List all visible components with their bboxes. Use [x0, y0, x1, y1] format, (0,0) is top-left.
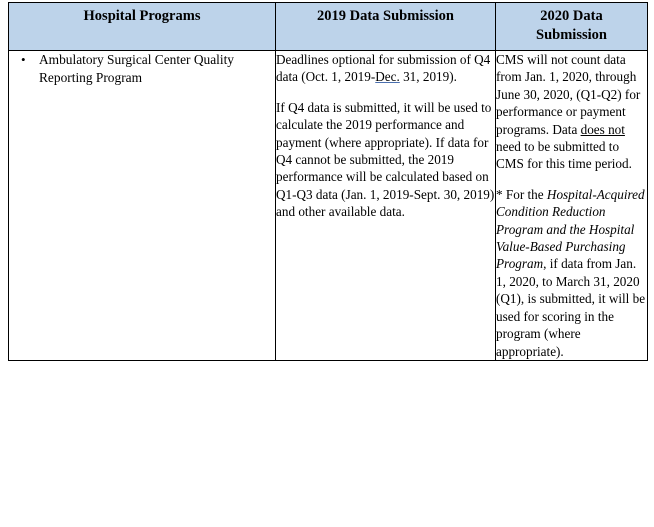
col3-underlined-text: does not — [580, 121, 625, 137]
hospital-programs-table — [8, 2, 648, 361]
col2-text: 31, 2019). — [399, 69, 457, 85]
list-item — [21, 51, 275, 86]
col3-paragraphs — [496, 51, 647, 360]
program-name: Ambulatory Surgical Center Quality Reporting Program — [39, 52, 234, 85]
col3-paragraph — [496, 51, 647, 173]
bullet-icon: • — [21, 52, 26, 67]
cell-hospital-programs — [9, 51, 276, 361]
col3-text: need to be submitted to CMS for this time period. — [496, 139, 632, 172]
cell-2019-data-submission — [276, 51, 496, 361]
col2-text: Deadlines optional for submission of Q4 data (Oct. 1, 2019- — [276, 52, 491, 85]
column-header-2019-data-submission: 2019 Data Submission — [276, 3, 496, 51]
col2-paragraph — [276, 51, 495, 86]
program-list — [9, 51, 275, 86]
column-header-2020-data-submission — [496, 3, 648, 51]
col3-text: , if data from Jan. 1, 2020, to March 31, 2020 (Q1), is submitted, it will be used for scoring in the program (where appropriate). — [496, 256, 646, 359]
col2-text: If Q4 data is submitted, it will be used to calculate the 2019 performance and payment (where appropriate). If data for Q4 cannot be submitted, the 2019 performance will be calculated based on Q1-Q3 data (Jan. 1, 2019-Sept. 30, 2019) and other available data. — [276, 99, 495, 220]
col3-paragraph — [496, 186, 647, 360]
col3-text: CMS will not count data from Jan. 1, 2020, through June 30, 2020, (Q1-Q2) for performance or payment programs. Data — [496, 52, 641, 137]
col2-grammar-marked-text: Dec. — [375, 69, 400, 85]
column-header-hospital-programs: Hospital Programs — [9, 3, 276, 51]
col2-paragraph — [276, 99, 495, 221]
col3-text: * For the — [496, 186, 547, 202]
column-header-2020-line2: Submission — [536, 27, 607, 43]
column-header-2020-line1: 2020 Data — [540, 8, 603, 24]
col3-italic-text: Hospital-Acquired Condition Reduction Program and the Hospital Value-Based Purchasing Program — [496, 186, 645, 272]
table-row — [9, 51, 648, 361]
table-header-row — [9, 3, 648, 51]
cell-2020-data-submission — [496, 51, 648, 361]
col2-paragraphs — [276, 51, 495, 221]
